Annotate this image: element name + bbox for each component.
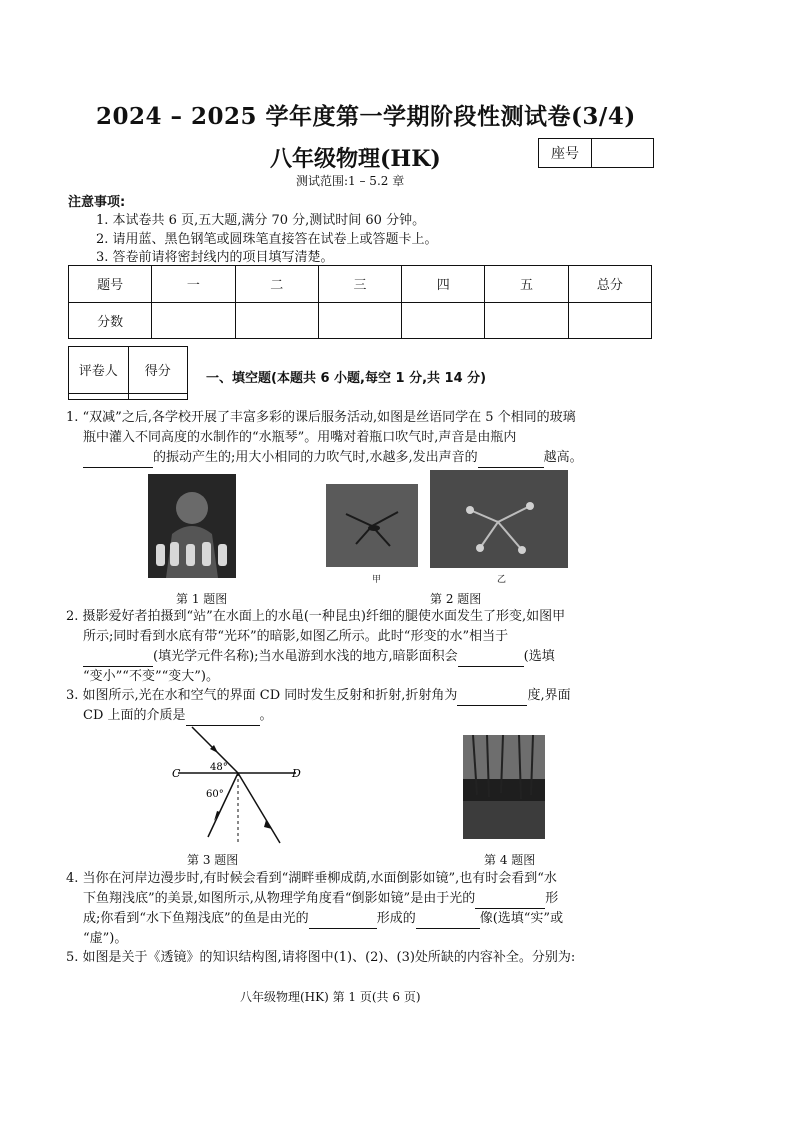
question-text-line xyxy=(66,448,654,468)
seat-label: 座号 xyxy=(539,139,592,167)
table-cell: 五 xyxy=(485,266,568,303)
arrow-icon xyxy=(264,820,272,829)
question-text: 形成的 xyxy=(376,911,416,926)
question-text: “虚”)。 xyxy=(83,931,128,946)
figure-3-caption: 第 3 题图 xyxy=(187,853,239,867)
question-text: 下鱼翔浅底”的美景,如图所示,从物理学角度看“倒影如镜”是由于光的 xyxy=(83,891,476,906)
question-3 xyxy=(66,686,654,726)
label-c: C xyxy=(172,767,181,780)
angle-label: 48° xyxy=(210,762,228,773)
question-text: 。 xyxy=(259,708,273,723)
water-bottle-piano-photo xyxy=(148,474,236,578)
label-d: D xyxy=(292,767,301,780)
question-text: 1. “双减”之后,各学校开展了丰富多彩的课后服务活动,如图是丝语同学在 5 个相同的玻璃 xyxy=(66,410,576,425)
page-footer: 八年级物理(HK) 第 1 页(共 6 页) xyxy=(240,990,421,1004)
question-text-line xyxy=(66,686,654,706)
note-item: 1. 本试卷共 6 页,五大题,满分 70 分,测试时间 60 分钟。 xyxy=(96,213,426,228)
question-text: 3. 如图所示,光在水和空气的界面 CD 同时发生反射和折射,折射角为 xyxy=(66,688,458,703)
question-text-line xyxy=(66,706,654,726)
figure-label-jia: 甲 xyxy=(372,575,382,585)
grader-score-cell[interactable] xyxy=(128,393,188,399)
answer-blank[interactable] xyxy=(186,710,260,726)
question-5 xyxy=(66,948,654,968)
table-cell: 四 xyxy=(402,266,485,303)
answer-blank[interactable] xyxy=(475,893,545,909)
question-text: 度,界面 xyxy=(527,688,571,703)
question-text: 5. 如图是关于《透镜》的知识结构图,请将图中(1)、(2)、(3)处所缺的内容补全。分别为: xyxy=(66,950,576,965)
question-2 xyxy=(66,607,654,687)
question-text: “变小”“不变”“变大”)。 xyxy=(83,669,219,684)
score-cell[interactable] xyxy=(402,302,485,339)
answer-blank[interactable] xyxy=(458,651,524,667)
answer-blank[interactable] xyxy=(83,452,153,468)
water-strider-photo-b xyxy=(430,470,568,568)
question-text: 越高。 xyxy=(543,450,583,465)
answer-blank[interactable] xyxy=(309,913,377,929)
figure-1-caption: 第 1 题图 xyxy=(176,592,228,606)
table-cell: 三 xyxy=(318,266,401,303)
seat-number-box xyxy=(538,138,654,168)
question-4 xyxy=(66,869,654,949)
reviewer-cell[interactable] xyxy=(69,393,129,399)
figure-label-yi: 乙 xyxy=(497,575,507,585)
question-text-line xyxy=(66,909,654,929)
table-cell: 二 xyxy=(235,266,318,303)
willow-reflection-photo xyxy=(463,735,545,839)
test-scope: 测试范围:1 – 5.2 章 xyxy=(296,174,405,188)
angle-label: 60° xyxy=(206,789,224,800)
answer-blank[interactable] xyxy=(478,452,544,468)
question-text: 4. 当你在河岸边漫步时,有时候会看到“湖畔垂柳成荫,水面倒影如镜”,也有时会看到“水 xyxy=(66,871,557,886)
question-text: (选填 xyxy=(523,649,555,664)
question-1 xyxy=(66,408,654,468)
table-row xyxy=(69,266,652,303)
section-1-title: 一、填空题(本题共 6 小题,每空 1 分,共 14 分) xyxy=(206,371,487,386)
score-cell[interactable] xyxy=(485,302,568,339)
seat-input-cell[interactable] xyxy=(592,139,653,167)
table-cell: 总分 xyxy=(568,266,651,303)
exam-subtitle: 八年级物理(HK) xyxy=(270,146,441,172)
answer-blank[interactable] xyxy=(416,913,480,929)
table-cell: 题号 xyxy=(69,266,152,303)
notes-heading: 注意事项: xyxy=(68,195,126,210)
answer-blank[interactable] xyxy=(83,651,153,667)
table-cell: 分数 xyxy=(69,302,152,339)
question-text: 2. 摄影爱好者拍摄到“站”在水面上的水黾(一种昆虫)纤细的腿使水面发生了形变,如图甲 xyxy=(66,609,566,624)
score-cell[interactable] xyxy=(235,302,318,339)
figure-4-caption: 第 4 题图 xyxy=(484,853,536,867)
note-item: 2. 请用蓝、黑色钢笔或圆珠笔直接答在试卷上或答题卡上。 xyxy=(96,232,438,247)
grader-score-label: 得分 xyxy=(128,347,188,394)
question-text: 成;你看到“水下鱼翔浅底”的鱼是由光的 xyxy=(83,911,309,926)
question-text: 的振动产生的;用大小相同的力吹气时,水越多,发出声音的 xyxy=(153,450,478,465)
question-text: 瓶中灌入不同高度的水制作的“水瓶琴”。用嘴对着瓶口吹气时,声音是由瓶内 xyxy=(83,430,517,445)
figure-2-caption: 第 2 题图 xyxy=(430,592,482,606)
question-text: 所示;同时看到水底有带“光环”的暗影,如图乙所示。此时“形变的水”相当于 xyxy=(83,629,509,644)
water-strider-photo-a xyxy=(326,484,418,567)
exam-title: 2024 – 2025 学年度第一学期阶段性测试卷(3/4) xyxy=(96,103,636,130)
reviewer-label: 评卷人 xyxy=(69,347,129,394)
grader-table xyxy=(68,346,188,400)
table-row xyxy=(69,302,652,339)
score-cell[interactable] xyxy=(568,302,651,339)
score-cell[interactable] xyxy=(152,302,235,339)
score-cell[interactable] xyxy=(318,302,401,339)
question-text: 像(选填“实”或 xyxy=(479,911,564,926)
answer-blank[interactable] xyxy=(457,690,527,706)
table-cell: 一 xyxy=(152,266,235,303)
question-text: 形 xyxy=(545,891,559,906)
question-text: CD 上面的介质是 xyxy=(83,708,186,723)
refraction-diagram xyxy=(168,725,308,845)
note-item: 3. 答卷前请将密封线内的项目填写清楚。 xyxy=(96,250,334,265)
question-text: (填光学元件名称);当水黾游到水浅的地方,暗影面积会 xyxy=(153,649,458,664)
question-text-line xyxy=(66,647,654,667)
ray-lower-left xyxy=(208,773,238,837)
question-text-line xyxy=(66,889,654,909)
ray-lower-right xyxy=(238,773,280,843)
score-table xyxy=(68,265,652,339)
